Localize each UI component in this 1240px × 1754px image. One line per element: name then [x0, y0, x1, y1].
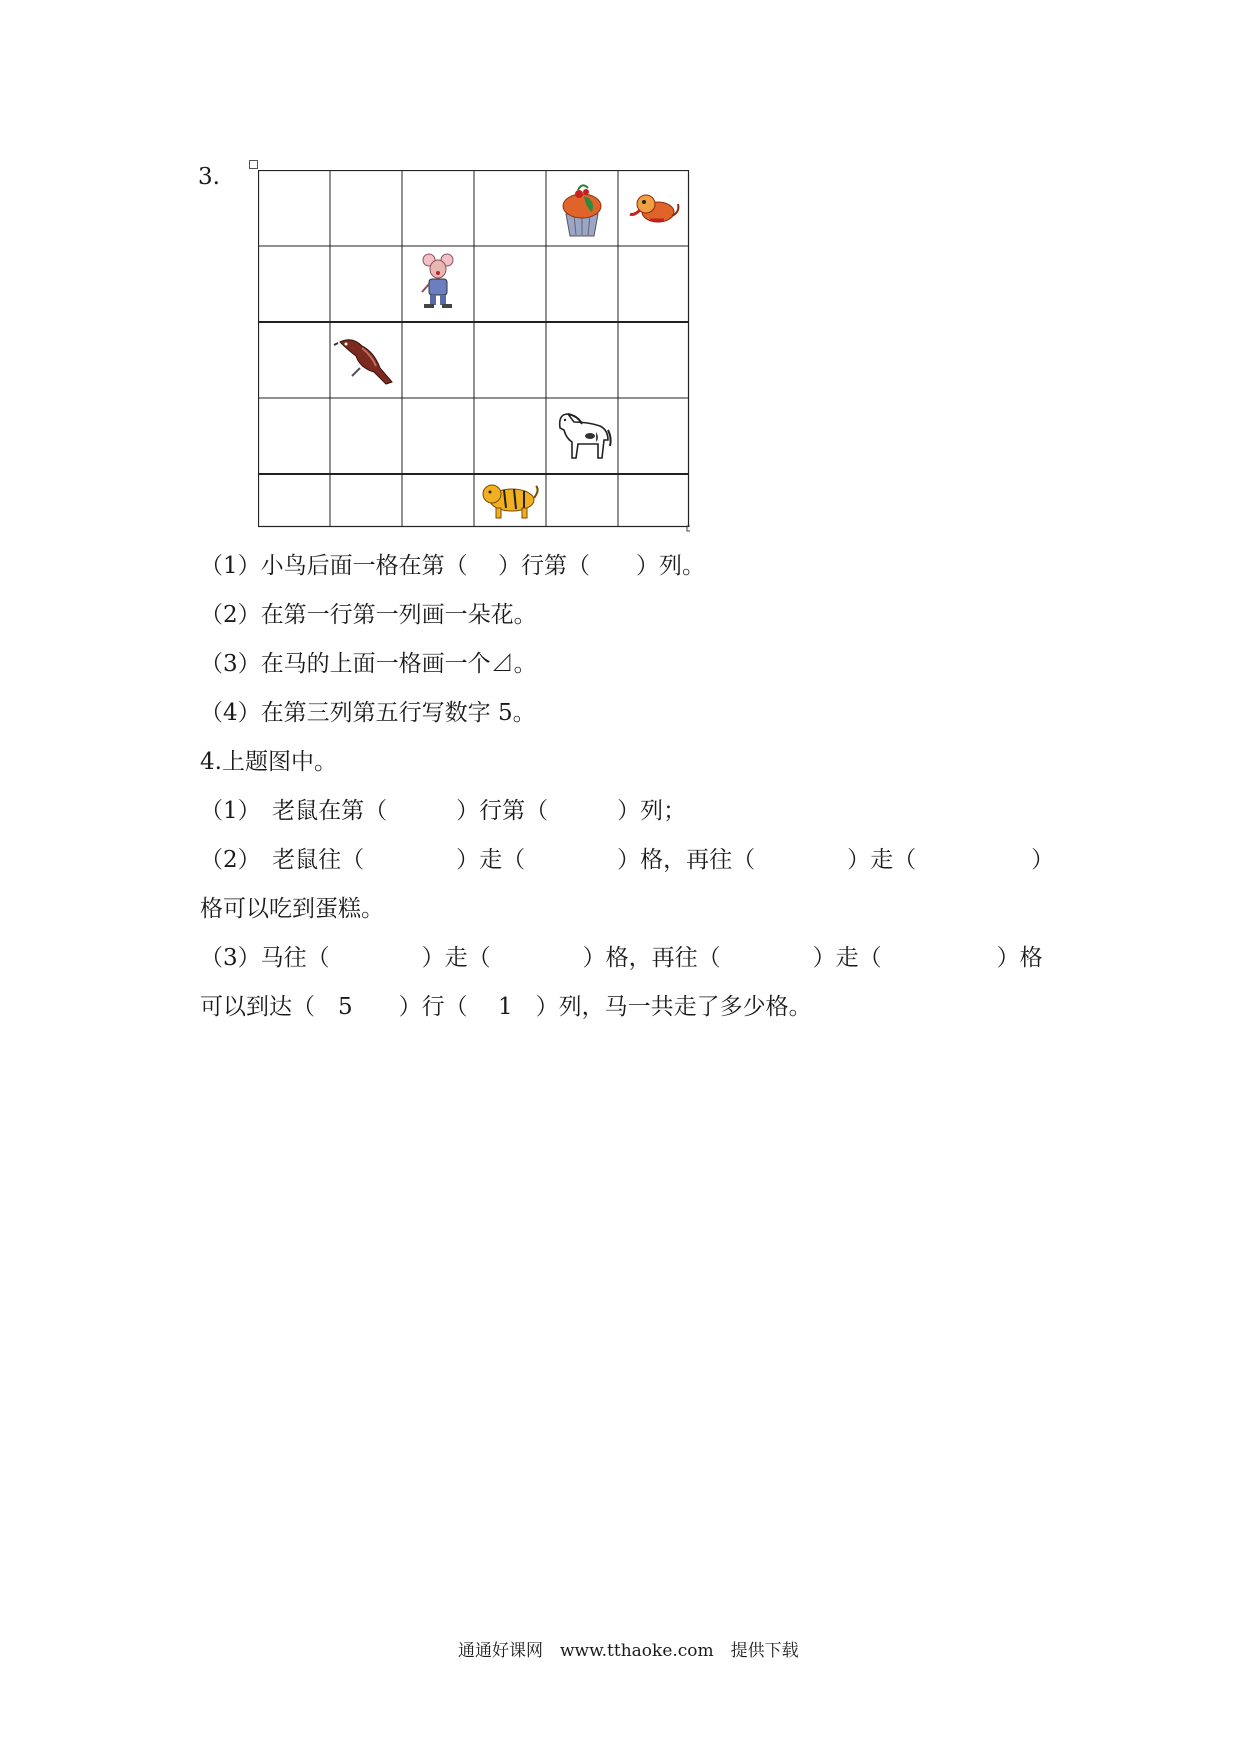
monkey-icon [630, 195, 678, 222]
bird-icon [334, 340, 392, 384]
q3-line-3: （3）在马的上面一格画一个⊿。 [200, 651, 537, 677]
q4-line-1: （1） 老鼠在第（ ）行第（ ）列； [200, 798, 687, 824]
question-4-title: 4.上题图中。 [200, 749, 337, 775]
q4-line-4: （3）马往（ ）走（ ）格，再往（ ）走（ ）格 [200, 945, 1043, 971]
mouse-icon [422, 254, 453, 308]
q4-line-5: 可以到达（ 5 ）行（ 1 ）列，马一共走了多少格。 [200, 994, 812, 1020]
q4-line-2: （2） 老鼠往（ ）走（ ）格，再往（ ）走（ ） [200, 847, 1055, 873]
grid-lines [258, 170, 689, 527]
anchor-mark [249, 160, 258, 169]
horse-icon [560, 414, 611, 458]
tiger-icon [483, 485, 538, 518]
q3-line-4: （4）在第三列第五行写数字 5。 [200, 700, 536, 726]
footer-credit: 通通好课网 www.tthaoke.com 提供下载 [458, 1641, 799, 1661]
question-3-number: 3. [198, 164, 220, 190]
cupcake-icon [563, 185, 601, 236]
position-grid [258, 170, 690, 532]
q4-line-3: 格可以吃到蛋糕。 [200, 896, 384, 922]
q3-line-2: （2）在第一行第一列画一朵花。 [200, 602, 537, 628]
q3-line-1: （1）小鸟后面一格在第（ ）行第（ ）列。 [200, 553, 705, 579]
